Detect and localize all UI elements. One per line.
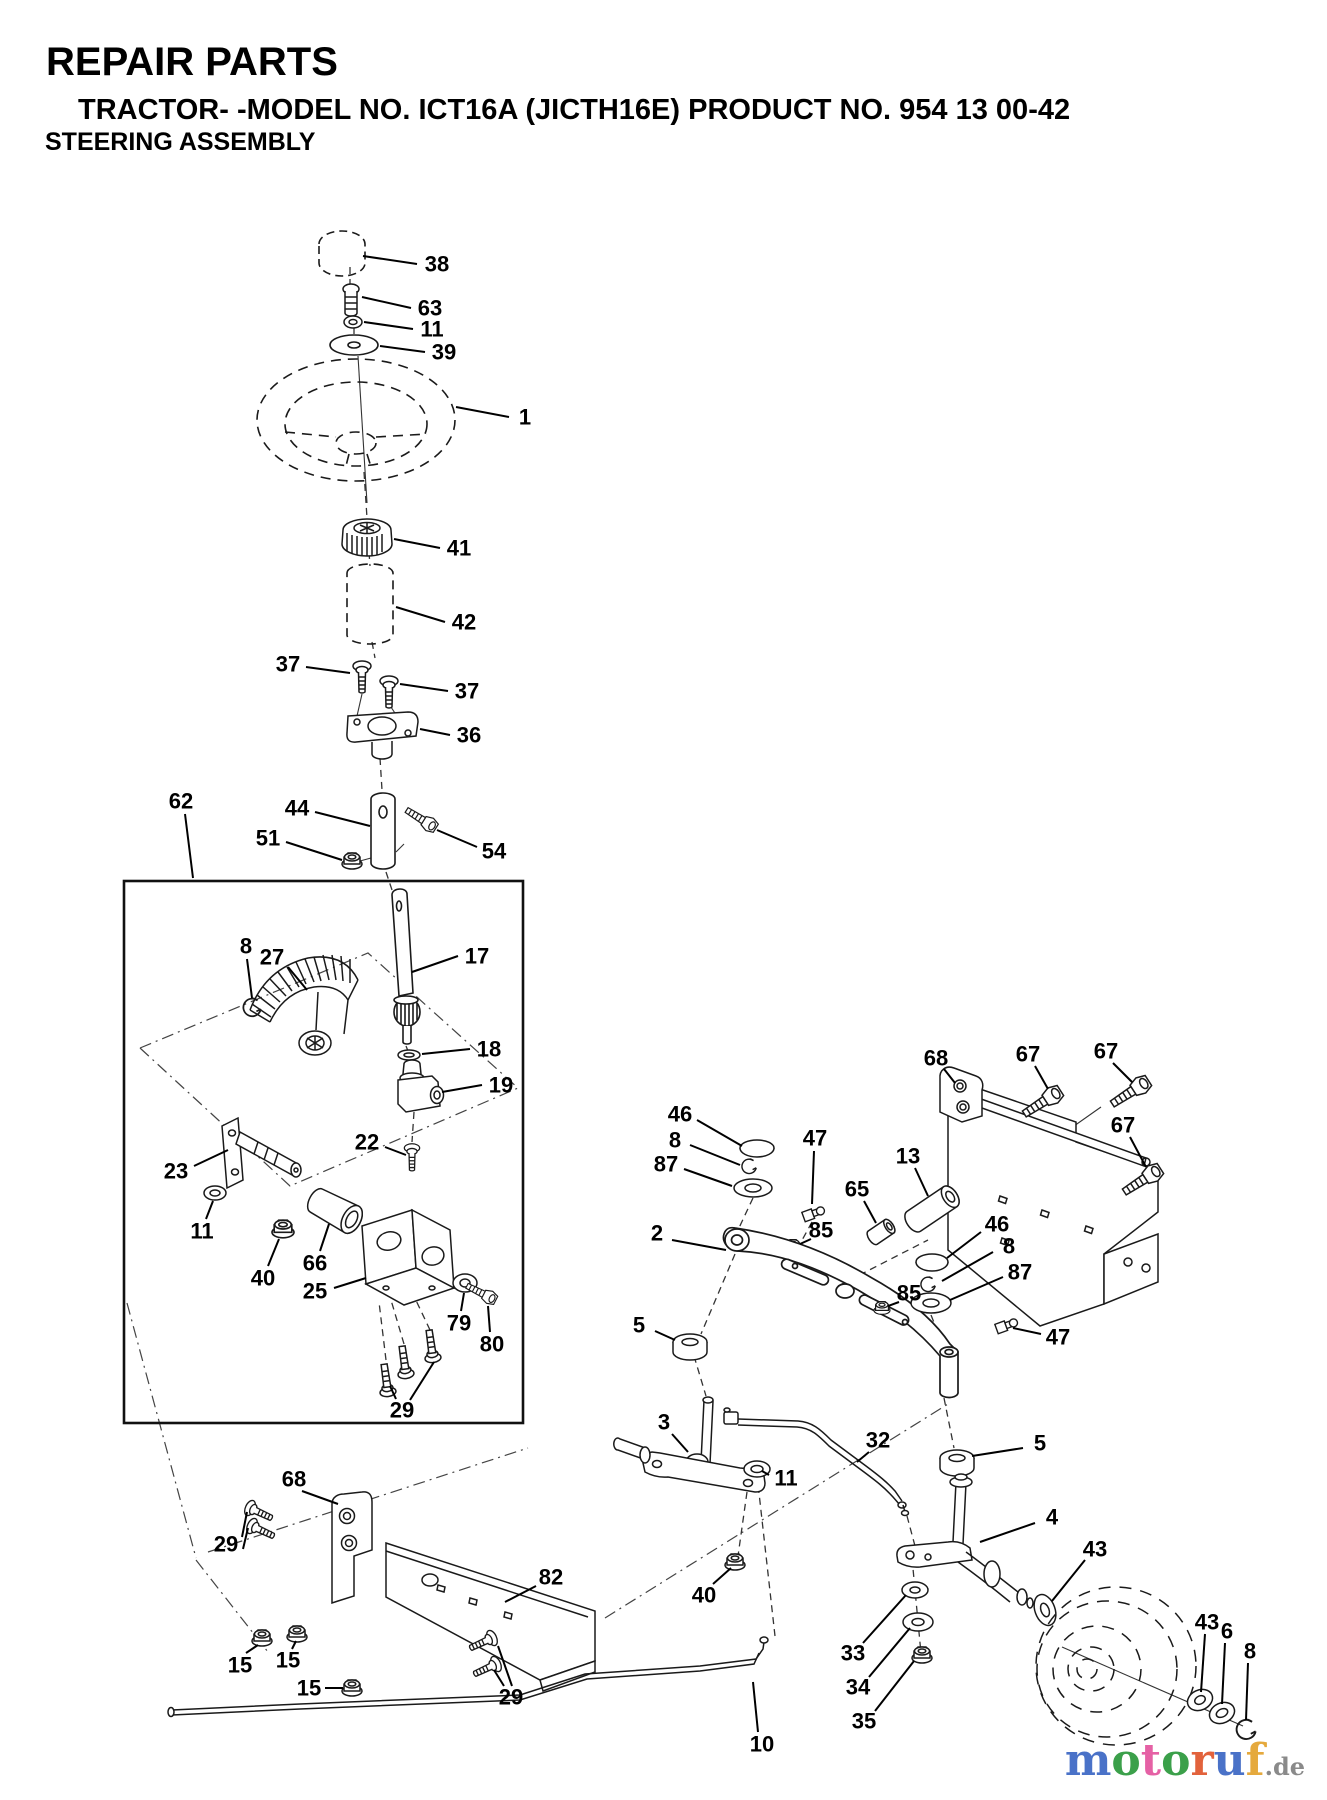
part-label-19: 19 [488,1072,514,1098]
part-screw-29b [394,1345,414,1379]
part-nut-15b [287,1626,307,1642]
part-label-34: 34 [845,1674,871,1700]
leader-line [461,1293,464,1311]
part-label-33: 33 [840,1640,866,1666]
watermark-suffix: .de [1264,1752,1305,1781]
page-title: REPAIR PARTS [46,40,338,84]
part-nut-40-box [272,1220,294,1238]
part-label-17: 17 [464,943,490,969]
part-clip-8-left [742,1159,756,1174]
part-adapter-41 [342,519,392,556]
part-label-23: 23 [163,1158,189,1184]
part-bracket-25 [362,1210,454,1305]
part-label-3: 3 [657,1409,671,1435]
leader-line [456,407,509,417]
part-bolt-63 [343,284,359,316]
leader-line [315,812,370,826]
leader-line [1201,1634,1205,1692]
part-label-38: 38 [424,251,450,277]
leader-line [980,1523,1035,1542]
model-number-line: TRACTOR- -MODEL NO. ICT16A (JICTH16E) PRODUCT NO. 954 13 00-42 [78,94,1071,126]
leader-line [422,1049,470,1054]
part-nut-51 [342,853,362,869]
part-label-82: 82 [538,1564,564,1590]
part-label-15: 15 [227,1652,253,1678]
leader-line [400,684,448,691]
part-label-1: 1 [518,404,532,430]
part-label-87: 87 [653,1151,679,1177]
part-grease-fitting-47-right [995,1317,1019,1334]
part-label-29: 29 [213,1531,239,1557]
part-label-47: 47 [1045,1324,1071,1350]
part-shaft-extension-44 [371,793,395,869]
leader-line [268,1239,279,1266]
part-clip-8-right [921,1277,935,1292]
part-label-54: 54 [481,838,507,864]
part-sleeve-42 [347,564,393,644]
part-label-40: 40 [691,1582,717,1608]
watermark-letter: f [1245,1735,1265,1786]
leader-line [697,1120,742,1146]
part-label-46: 46 [667,1101,693,1127]
leader-line [1035,1066,1048,1089]
leader-line [1013,1328,1041,1334]
part-label-68: 68 [923,1045,949,1071]
part-label-27: 27 [259,944,285,970]
leader-line [915,1168,928,1196]
part-label-8: 8 [1243,1638,1257,1664]
part-label-68: 68 [281,1466,307,1492]
leader-line [194,1150,228,1166]
part-spacer-66 [303,1184,367,1237]
leader-line [864,1201,876,1223]
watermark [1065,1735,1305,1786]
part-label-85: 85 [808,1217,834,1243]
part-cap-46-right [916,1254,948,1271]
part-label-79: 79 [446,1310,472,1336]
part-label-18: 18 [476,1036,502,1062]
leader-line [364,322,413,329]
part-bearing-5-right [940,1450,974,1476]
part-nut-15a [252,1630,272,1646]
part-label-67: 67 [1015,1041,1041,1067]
part-bearing-5-left [673,1334,707,1360]
leader-line [420,729,450,735]
part-cap-38 [319,231,365,276]
watermark-letter: m [1064,1735,1112,1786]
part-label-10: 10 [749,1731,775,1757]
part-label-63: 63 [417,295,443,321]
part-label-32: 32 [865,1427,891,1453]
part-label-37: 37 [454,678,480,704]
leader-line [857,1452,869,1462]
part-washer-18 [398,1050,420,1060]
leader-line [394,539,440,548]
part-label-65: 65 [844,1176,870,1202]
part-label-15: 15 [296,1675,322,1701]
leader-line [684,1169,732,1186]
part-cap-46-left [740,1140,774,1157]
part-bolt-67b [1107,1073,1153,1112]
part-bolt-54 [403,804,440,834]
leader-line [672,1434,688,1452]
part-label-43: 43 [1194,1609,1220,1635]
part-label-22: 22 [354,1129,380,1155]
part-label-46: 46 [984,1211,1010,1237]
leader-line [1222,1643,1225,1704]
part-label-37: 37 [275,651,301,677]
leader-line [185,814,193,878]
part-label-44: 44 [284,795,310,821]
part-nut-85-right [874,1302,890,1315]
part-label-67: 67 [1110,1112,1136,1138]
part-spindle-3 [614,1397,765,1492]
leader-line [812,1151,814,1204]
leader-line [753,1682,758,1732]
leader-line [863,1595,906,1643]
part-label-67: 67 [1093,1038,1119,1064]
part-washer-39 [330,335,378,355]
assembly-box-62 [124,881,523,1423]
watermark-letter: u [1213,1735,1246,1786]
part-label-8: 8 [668,1127,682,1153]
leader-line [655,1331,675,1340]
part-label-5: 5 [632,1312,646,1338]
watermark-letter: r [1190,1735,1214,1786]
part-label-43: 43 [1082,1536,1108,1562]
part-label-51: 51 [255,825,281,851]
part-label-13: 13 [895,1143,921,1169]
part-shaft-bracket-23 [222,1118,301,1188]
part-label-66: 66 [302,1250,328,1276]
part-label-80: 80 [479,1331,505,1357]
leader-line [1246,1663,1248,1720]
watermark-letter: o [1161,1735,1191,1786]
leader-line [437,830,477,847]
leader-line [972,1448,1023,1456]
part-label-25: 25 [302,1278,328,1304]
part-washer-11-top [344,316,362,328]
part-front-wheel [1036,1587,1196,1745]
leader-line [385,1147,406,1155]
part-label-62: 62 [168,788,194,814]
section-title: STEERING ASSEMBLY [45,128,316,156]
part-label-85: 85 [896,1280,922,1306]
leader-line [362,297,411,308]
part-label-40: 40 [250,1265,276,1291]
part-bearing-housing-19 [398,1060,444,1112]
part-label-41: 41 [446,535,472,561]
part-label-29: 29 [498,1684,524,1710]
part-label-4: 4 [1045,1504,1059,1530]
leader-line [247,959,252,998]
leader-line [690,1145,740,1165]
part-screw-22 [404,1144,419,1171]
part-label-36: 36 [456,722,482,748]
part-screw-37b [380,676,398,708]
part-nut-40-spindle [725,1554,745,1570]
part-washer-87-left [734,1179,772,1197]
part-label-87: 87 [1007,1259,1033,1285]
part-spacer-65 [865,1218,897,1247]
leader-line [334,1278,366,1288]
part-label-5: 5 [1033,1430,1047,1456]
part-washer-11-spindle [744,1461,770,1477]
part-washer-34 [903,1613,933,1631]
watermark-letter: t [1140,1735,1162,1786]
leader-line [869,1628,910,1677]
part-screw-37a [353,661,371,693]
part-washer-11-box [204,1186,226,1200]
part-label-6: 6 [1220,1618,1234,1644]
part-label-11: 11 [190,1218,214,1244]
part-label-11: 11 [774,1465,798,1491]
part-screw-29-left2 [244,1517,277,1544]
part-bolt-80 [464,1280,499,1307]
leader-line [302,1491,338,1504]
part-label-8: 8 [1002,1233,1016,1259]
leader-line [410,1362,434,1400]
leader-line [206,1201,213,1219]
part-steering-wheel-1 [257,359,455,481]
part-screw-29c [421,1329,441,1363]
part-label-42: 42 [451,609,477,635]
part-nut-35 [912,1647,932,1663]
part-label-15: 15 [275,1647,301,1673]
construction-lines [127,953,948,1652]
leader-line [380,346,425,352]
part-sector-gear-27 [250,955,358,1055]
leader-line [412,956,458,972]
part-label-11: 11 [420,316,444,342]
part-bracket-68-top [940,1067,983,1122]
leader-line [875,1661,914,1711]
part-label-2: 2 [650,1220,664,1246]
leader-line [320,1224,329,1251]
part-bracket-68-lower [332,1492,372,1603]
leader-line [286,842,342,860]
part-labels [164,252,1256,1757]
leader-line [363,256,417,264]
part-nut-15c [342,1680,362,1696]
part-steering-shaft-17 [392,889,420,1044]
part-label-47: 47 [802,1125,828,1151]
leader-line [1113,1063,1132,1082]
part-label-35: 35 [851,1708,877,1734]
part-tie-rod-10 [168,1637,768,1717]
leader-line [442,1085,482,1092]
part-label-8: 8 [239,933,253,959]
leader-line [306,667,350,673]
part-label-39: 39 [431,339,457,365]
part-label-29: 29 [389,1397,415,1423]
leader-line [396,607,445,622]
watermark-letter: o [1111,1735,1141,1786]
leader-line [672,1240,726,1250]
part-flange-36 [347,712,418,759]
leader-line [488,1306,490,1332]
